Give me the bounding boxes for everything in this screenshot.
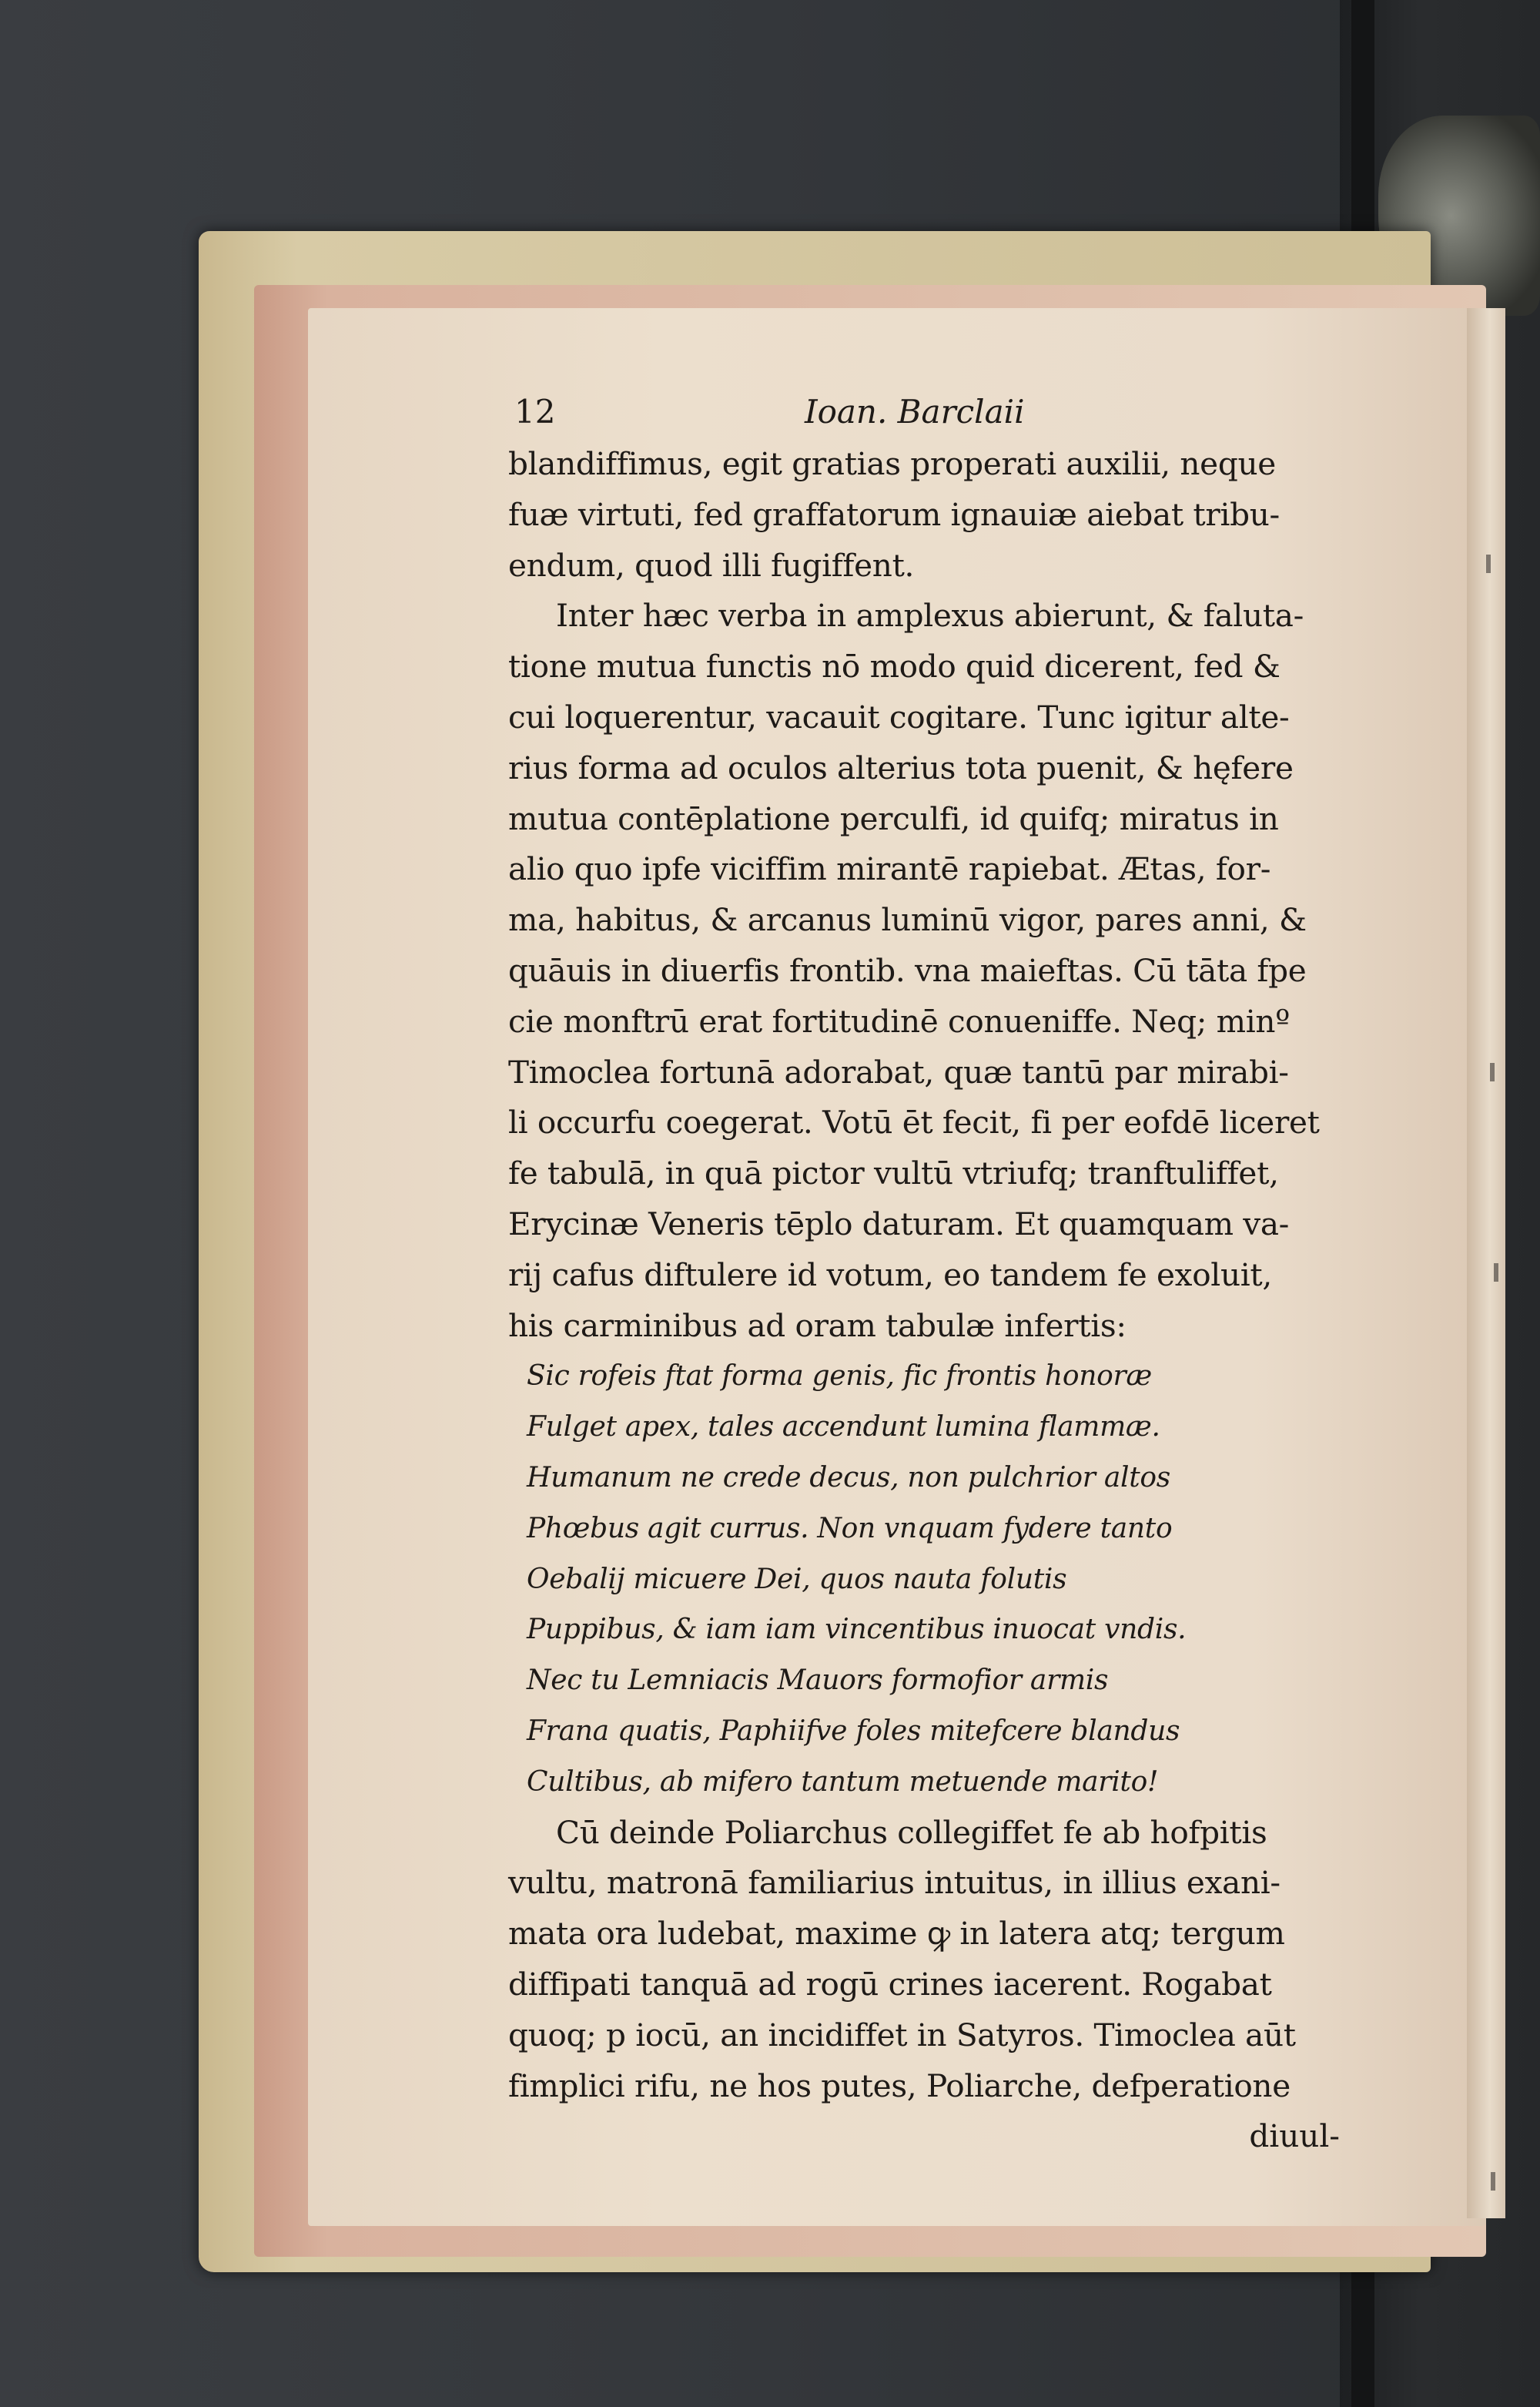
text-line: fuæ virtuti, fed graffatorum ignauiæ aiebat tribu- — [508, 495, 1280, 533]
edge-mark — [1491, 2172, 1495, 2191]
text-line: fe tabulā, in quā pictor vultū vtriufq; tranftuliffet, — [508, 1155, 1279, 1192]
edge-mark — [1494, 1263, 1498, 1282]
edge-mark — [1486, 555, 1491, 573]
text-line: quoq; p iocū, an incidiffet in Satyros. Timoclea aūt — [508, 2016, 1296, 2053]
text-line: quāuis in diuerfis frontib. vna maieftas. Cū tāta fpe — [508, 951, 1307, 989]
text-line: rij cafus diftulere id votum, eo tandem fe exoluit, — [508, 1255, 1272, 1293]
page-gutter — [1467, 308, 1505, 2218]
text-line: alio quo ipfe viciffim mirantē rapiebat. Ætas, for- — [508, 850, 1271, 888]
edge-mark — [1490, 1063, 1495, 1081]
text-line: cie monftrū erat fortitudinē conueniffe. Neq; minº — [508, 1002, 1290, 1040]
verse-line: Sic rofeis ftat forma genis, fic frontis honoræ — [527, 1360, 1152, 1393]
text-line: Timoclea fortunā adorabat, quæ tantū par mirabi- — [508, 1053, 1289, 1091]
text-line: blandiffimus, egit gratias properati auxilii, neque — [508, 445, 1276, 482]
verse-block — [508, 1351, 1340, 1807]
verse-line: Frana quatis, Paphiifve foles mitefcere blandus — [527, 1715, 1180, 1747]
verse-line: Humanum ne crede decus, non pulchrior altos — [527, 1461, 1170, 1493]
page-text — [508, 393, 1340, 2162]
text-line: his carminibus ad oram tabulæ infertis: — [508, 1306, 1127, 1344]
text-line: Erycinæ Veneris tēplo daturam. Et quamquam va- — [508, 1205, 1290, 1242]
page-header — [508, 393, 1340, 439]
verse-line: Puppibus, & iam iam vincentibus inuocat vndis. — [527, 1614, 1187, 1646]
paragraph-1 — [508, 439, 1340, 591]
verse-line: Fulget apex, tales accendunt lumina flammæ. — [527, 1411, 1160, 1443]
text-line: vultu, matronā familiarius intuitus, in illius exani- — [508, 1864, 1281, 1902]
text-line: Inter hæc verba in amplexus abierunt, & faluta- — [556, 597, 1304, 635]
running-head: Ioan. Barclaii — [805, 393, 1025, 431]
text-line: cui loquerentur, vacauit cogitare. Tunc igitur alte- — [508, 698, 1290, 736]
verse-line: Cultibus, ab mifero tantum metuende marito! — [527, 1765, 1159, 1798]
verse-line: Phœbus agit currus. Non vnquam fydere tanto — [527, 1512, 1173, 1544]
page-number: 12 — [514, 393, 556, 431]
text-line: endum, quod illi fugiffent. — [508, 546, 915, 584]
text-line: fimplici rifu, ne hos putes, Poliarche, defperatione — [508, 2067, 1291, 2104]
verse-line: Nec tu Lemniacis Mauors formofior armis — [527, 1664, 1109, 1697]
paragraph-2 — [508, 591, 1340, 1351]
text-line: li occurfu coegerat. Votū ēt fecit, fi per eofdē liceret — [508, 1104, 1320, 1141]
text-line: diffipati tanquā ad rogū crines iacerent. Rogabat — [508, 1965, 1272, 2003]
text-line: Cū deinde Poliarchus collegiffet fe ab hofpitis — [556, 1813, 1267, 1851]
text-line: ma, habitus, & arcanus luminū vigor, pares anni, & — [508, 901, 1307, 939]
text-line: mutua contēplatione perculfi, id quifq; miratus in — [508, 800, 1279, 837]
verse-line: Oebalij micuere Dei, quos nauta folutis — [527, 1563, 1067, 1595]
text-line: mata ora ludebat, maxime ꝙ in latera atq; tergum — [508, 1915, 1285, 1953]
paragraph-3 — [508, 1808, 1340, 2112]
catchword: diuul- — [1249, 2117, 1340, 2155]
text-line: tione mutua functis nō modo quid dicerent, fed & — [508, 648, 1281, 686]
text-line: rius forma ad oculos alterius tota puenit, & hęfere — [508, 749, 1294, 786]
